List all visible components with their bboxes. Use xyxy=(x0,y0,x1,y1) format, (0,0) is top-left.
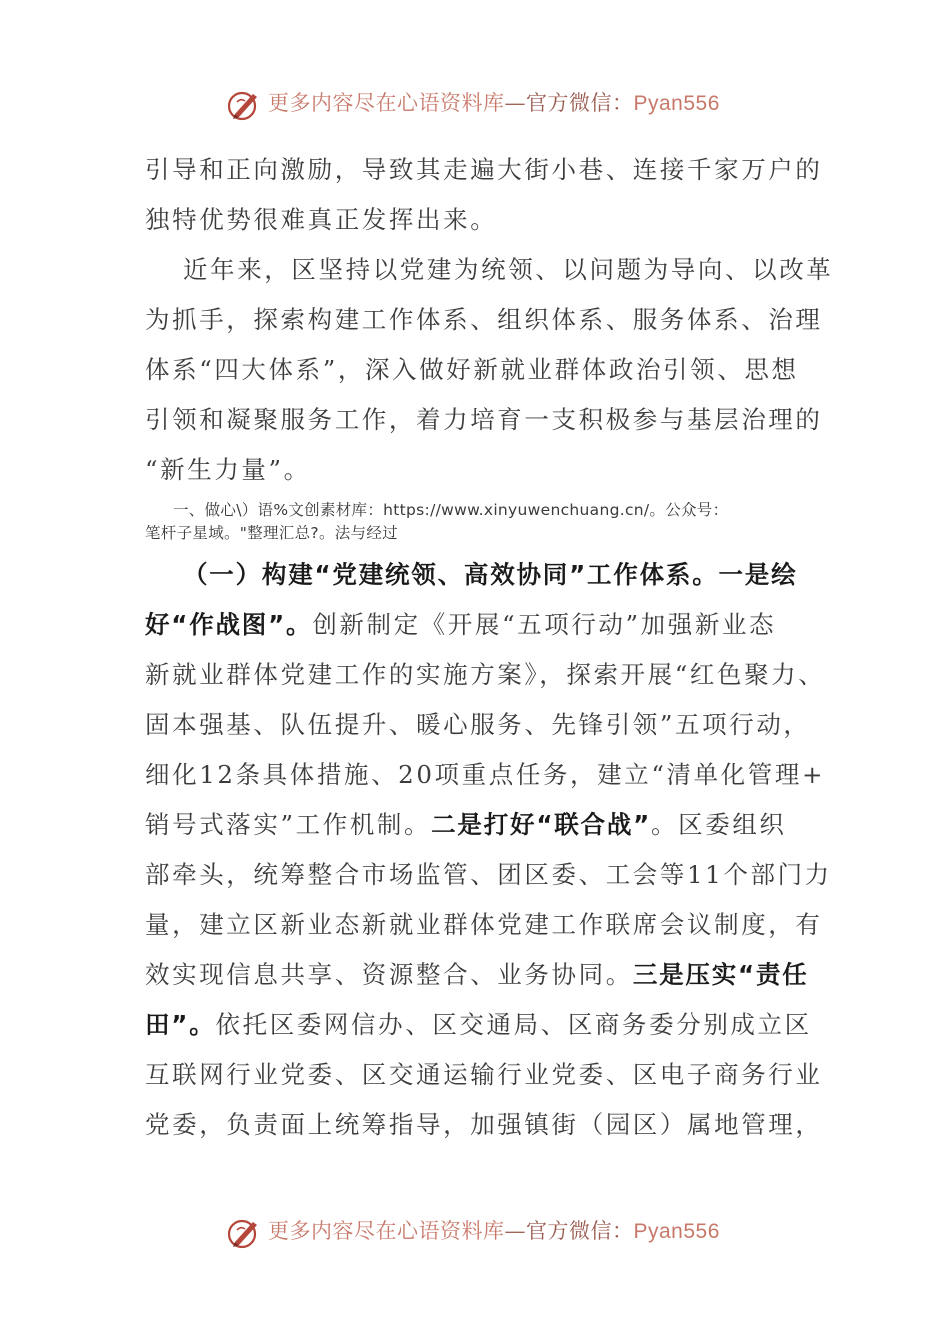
watermark-text: 笔杆子星域。"整理汇总?。法与经过 xyxy=(145,524,398,542)
body-line: 新就业群体党建工作的实施方案》，探索开展“红色聚力、 xyxy=(145,660,826,689)
watermark-text: 一、做心\）语%文创素材库：https://www.xinyuwenchuang.cn/。公众号： xyxy=(173,501,729,519)
body-line: 体系“四大体系”，深入做好新就业群体政治引领、思想 xyxy=(145,355,799,384)
pen-logo-icon xyxy=(227,88,261,122)
header-wechat-label: 官方微信： xyxy=(526,91,634,115)
body-text: 依托区委网信办、区交通局、区商务委分别成立区 xyxy=(215,1010,812,1039)
body-text: 效实现信息共享、资源整合、业务协同。 xyxy=(145,960,633,989)
body-line: 互联网行业党委、区交通运输行业党委、区电子商务行业 xyxy=(145,1060,823,1089)
body-line: 部牵头，统筹整合市场监管、团区委、工会等11个部门力 xyxy=(145,860,832,889)
bold-phrase: 好“作战图”。 xyxy=(145,610,313,639)
body-line: 引领和凝聚服务工作，着力培育一支积极参与基层治理的 xyxy=(145,405,823,434)
pen-logo-icon xyxy=(227,1216,261,1250)
body-line: 量，建立区新业态新就业群体党建工作联席会议制度，有 xyxy=(145,910,823,939)
bold-phrase: 田”。 xyxy=(145,1010,216,1039)
section-heading xyxy=(183,558,797,592)
footer-banner xyxy=(0,1212,950,1252)
footer-wechat-id: Pyan556 xyxy=(633,1220,720,1243)
footer-dash: — xyxy=(504,1219,526,1243)
body-line: 党委，负责面上统筹指导，加强镇街（园区）属地管理， xyxy=(145,1110,823,1139)
body-text: 。区委组织 xyxy=(651,810,787,839)
footer-library: 更多内容尽在心语资料库 xyxy=(268,1219,505,1243)
footer-text xyxy=(268,1217,720,1246)
header-banner xyxy=(0,84,950,124)
header-text xyxy=(268,89,720,118)
section-heading-text: （一）构建“党建统领、高效协同”工作体系。一是绘 xyxy=(183,560,798,589)
header-wechat-id: Pyan556 xyxy=(633,92,720,115)
header-library: 更多内容尽在心语资料库 xyxy=(268,91,505,115)
body-line: 为抓手，探索构建工作体系、组织体系、服务体系、治理 xyxy=(145,305,823,334)
header-dash: — xyxy=(504,91,526,115)
body-line xyxy=(145,608,776,642)
body-text: 创新制定《开展“五项行动”加强新业态 xyxy=(312,610,777,639)
body-line: 近年来，区坚持以党建为统领、以问题为导向、以改革 xyxy=(183,255,834,284)
body-line xyxy=(145,808,787,842)
body-line: 固本强基、队伍提升、暖心服务、先锋引领”五项行动， xyxy=(145,710,811,739)
body-line: “新生力量”。 xyxy=(145,455,311,484)
body-line xyxy=(145,1008,812,1042)
body-line: 细化12条具体措施、20项重点任务，建立“清单化管理+ xyxy=(145,760,826,789)
body-text: 销号式落实”工作机制。 xyxy=(145,810,432,839)
bold-phrase: 三是压实“责任 xyxy=(632,960,809,989)
body-line xyxy=(145,958,809,992)
bold-phrase: 二是打好“联合战” xyxy=(431,810,652,839)
body-line: 独特优势很难真正发挥出来。 xyxy=(145,205,498,234)
body-line: 引导和正向激励，导致其走遍大街小巷、连接千家万户的 xyxy=(145,155,823,184)
footer-wechat-label: 官方微信： xyxy=(526,1219,634,1243)
